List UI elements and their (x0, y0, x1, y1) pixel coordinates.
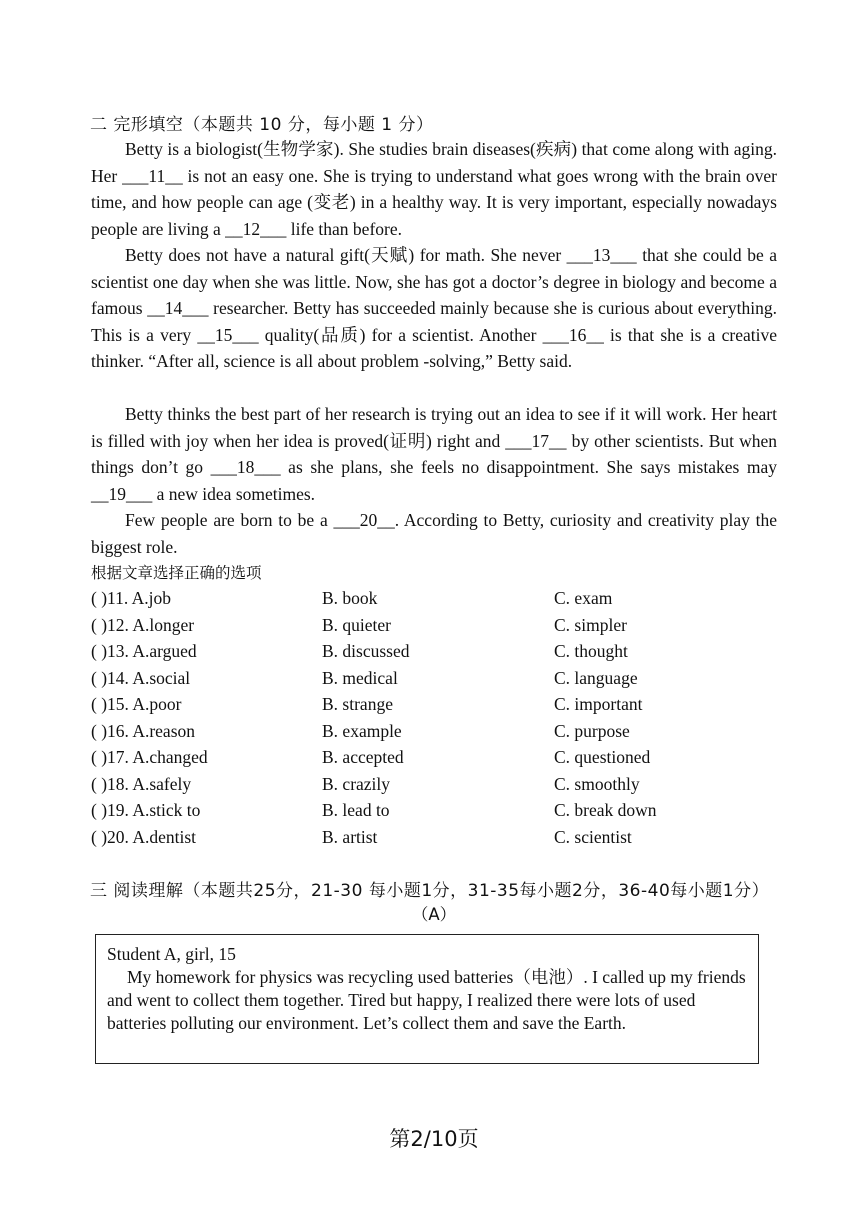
option-b: B. medical (322, 667, 398, 688)
cloze-paragraph-1: Betty is a biologist(生物学家). She studies brain diseases(疾病) that come along with aging. Her ___11__ is not an easy one. She is trying to understand what goes wrong with the brain over time, and how people can age (变老) in a healthy way. It is very important, especially nowadays people are living a __12___ life than before. (91, 139, 777, 239)
option-c: C. exam (554, 588, 613, 608)
option-a: ( )16. A.reason (91, 720, 196, 741)
option-a: ( )15. A.poor (91, 694, 182, 714)
question-row (91, 641, 791, 668)
question-row (91, 668, 791, 695)
question-row (91, 747, 791, 774)
option-b: B. book (322, 588, 378, 608)
option-a: ( )18. A.safely (91, 773, 192, 794)
option-c: C. language (554, 667, 638, 688)
option-b: B. crazily (322, 773, 391, 794)
option-b: B. quieter (322, 614, 392, 635)
cloze-paragraph-3: Betty thinks the best part of her research is trying out an idea to see if it will work. Her heart is filled with joy when her idea is proved(证明) right and ___17__ by other scientists. But when things don’t go ___18___ as she plans, she feels no disappointment. She says mistakes may __19___ a new idea sometimes. (91, 404, 777, 504)
option-a: ( )12. A.longer (91, 614, 195, 635)
cloze-paragraph-2: Betty does not have a natural gift(天赋) for math. She never ___13___ that she could be a scientist one day when she was little. Now, she has got a doctor’s degree in biology and become a famous __14___ researcher. Betty has succeeded mainly because she is curious about everything. This is a very __15___ quality(品质) for a scientist. Another ___16__ is that she is a creative thinker. “After all, science is all about problem -solving,” Betty said. (91, 245, 777, 372)
option-a: ( )14. A.social (91, 667, 191, 688)
option-c: C. smoothly (554, 773, 640, 794)
question-row (91, 615, 791, 642)
option-c: C. purpose (554, 720, 630, 741)
option-b: B. example (322, 720, 402, 741)
option-a: ( )19. A.stick to (91, 800, 201, 820)
option-c: C. scientist (554, 826, 632, 847)
cloze-paragraph-4: Few people are born to be a ___20__. According to Betty, curiosity and creativity play the biggest role. (91, 510, 777, 557)
option-b: B. lead to (322, 800, 390, 820)
option-b: B. accepted (322, 747, 404, 767)
section-3-title: 三 阅读理解（本题共25分，21-30 每小题1分，31-35每小题2分，36-40每小题1分） (90, 881, 770, 901)
question-row (91, 800, 791, 827)
page-number: 第2/10页 (389, 1127, 479, 1151)
question-row (91, 721, 791, 748)
option-a: ( )17. A.changed (91, 747, 208, 767)
reading-passage-box (95, 934, 759, 1064)
section-2-title: 二 完形填空（本题共 10 分，每小题 1 分） (90, 115, 434, 135)
option-c: C. important (554, 694, 643, 714)
option-c: C. simpler (554, 614, 627, 635)
question-row (91, 588, 791, 615)
option-b: B. discussed (322, 641, 410, 661)
question-row (91, 694, 791, 721)
part-label: （A） (411, 905, 457, 924)
passage-heading: Student A, girl, 15 (107, 944, 236, 964)
instruction: 根据文章选择正确的选项 (91, 564, 262, 582)
option-b: B. artist (322, 826, 378, 847)
option-a: ( )20. A.dentist (91, 826, 196, 847)
passage-text: My homework for physics was recycling used batteries（电池）. I called up my friends and went to collect them together. Tired but happy, I realized there were lots of used batteries polluting our environment. Let’s collect them and save the Earth. (107, 967, 746, 1033)
option-b: B. strange (322, 694, 393, 714)
question-row (91, 774, 791, 801)
option-c: C. questioned (554, 747, 651, 767)
option-c: C. break down (554, 800, 657, 820)
option-a: ( )11. A.job (91, 588, 172, 608)
option-c: C. thought (554, 641, 628, 661)
question-row (91, 827, 791, 854)
option-a: ( )13. A.argued (91, 641, 197, 661)
question-list (91, 588, 791, 853)
